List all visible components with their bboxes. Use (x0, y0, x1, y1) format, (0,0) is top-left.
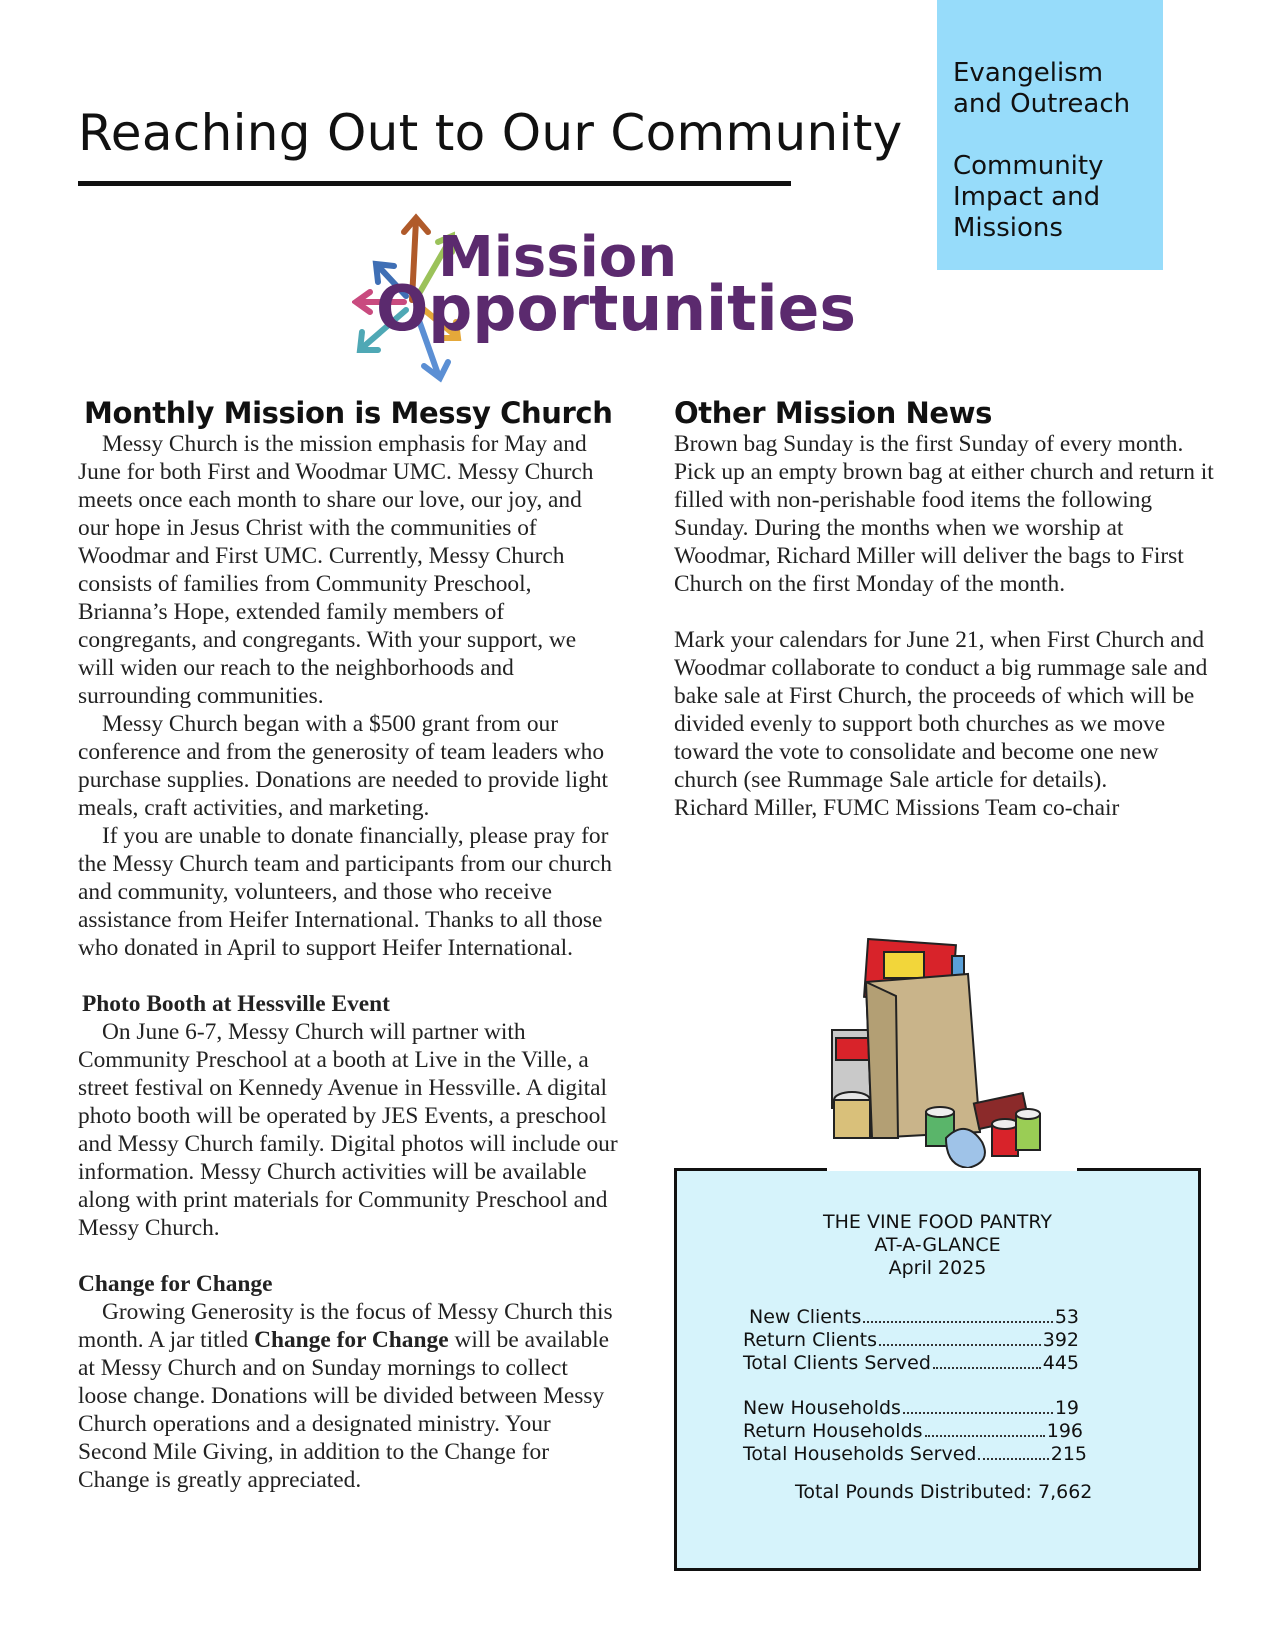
stat-row-new-clients: New Clients 53 (749, 1306, 1079, 1328)
right-column (674, 396, 1214, 822)
change-for-change-heading: Change for Change (78, 1271, 273, 1297)
stat-row-return-households: Return Households 196 (743, 1420, 1083, 1442)
messy-church-paragraph: Messy Church began with a $500 grant from our conference and from the generosity of team leaders who purchase supplies. Donations are needed to provide light meals, craft activities, and marketing. (78, 711, 609, 821)
messy-church-heading: Monthly Mission is Messy Church (84, 396, 613, 430)
total-pounds: Total Pounds Distributed: 7,662 (795, 1481, 1093, 1503)
grocery-bag-illustration (826, 938, 1046, 1170)
change-for-change-paragraph: Growing Generosity is the focus of Messy Church this month. A jar titled Change for Change will be available at Messy Church and on Sunday mornings to collect loose change. Donations will be divided between Messy Church operations and a designated ministry. Your Second Mile Giving, in addition to the Change for Change is greatly appreciated. (78, 1299, 613, 1493)
messy-church-paragraph: If you are unable to donate financially, please pray for the Messy Church team and participants from our church and community, volunteers, and those who receive assistance from Heifer International. Thanks to all those who donated in April to support Heifer International. (78, 823, 612, 961)
food-pantry-box (674, 1168, 1201, 1571)
other-mission-news-heading: Other Mission News (674, 396, 992, 430)
stat-row-total-clients: Total Clients Served 445 (743, 1352, 1079, 1374)
messy-church-paragraph: Messy Church is the mission emphasis for May and June for both First and Woodmar UMC. Messy Church meets once each month to share our love, our joy, and our hope in Jesus Christ with the communities of Woodmar and First UMC. Currently, Messy Church consists of families from Community Preschool, Brianna’s Hope, extended family members of congregants, and congregants. With your support, we will widen our reach to the neighborhoods and surrounding communities. (78, 431, 594, 709)
photo-booth-paragraph: On June 6-7, Messy Church will partner with Community Preschool at a booth at Live in the Ville, a street festival on Kennedy Avenue in Hessville. A digital photo booth will be operated by JES Events, a preschool and Messy Church family. Digital photos will include our information. Messy Church activities will be available along with print materials for Community Preschool and Messy Church. (78, 1019, 618, 1241)
left-column (78, 396, 618, 1494)
photo-booth-heading: Photo Booth at Hessville Event (82, 991, 390, 1017)
signature: Richard Miller, FUMC Missions Team co-chair (674, 795, 1120, 821)
mission-opportunities-logo (352, 212, 882, 392)
pantry-title: THE VINE FOOD PANTRY AT-A-GLANCE April 2025 (823, 1211, 1052, 1279)
logo-word-mission: Mission (438, 225, 678, 290)
section-tag-evangelism: Evangelism and Outreach (953, 58, 1131, 119)
section-tag-community: Community Impact and Missions (953, 151, 1104, 243)
brown-bag-paragraph: Brown bag Sunday is the first Sunday of every month. Pick up an empty brown bag at either church and return it filled with non-perishable food items the following Sunday. During the months when we worship at Woodmar, Richard Miller will deliver the bags to First Church on the first Monday of the month. (674, 431, 1214, 597)
page-title: Reaching Out to Our Community (78, 104, 903, 162)
stat-row-return-clients: Return Clients 392 (743, 1329, 1079, 1351)
stat-row-total-households: Total Households Served 215 (743, 1443, 1087, 1465)
stat-row-new-households: New Households 19 (743, 1397, 1079, 1419)
logo-word-opportunities: Opportunities (376, 272, 856, 345)
section-tag-box (937, 0, 1163, 270)
rummage-sale-paragraph: Mark your calendars for June 21, when First Church and Woodmar collaborate to conduct a big rummage sale and bake sale at First Church, the proceeds of which will be divided evenly to support both churches as we move toward the vote to consolidate and become one new church (see Rummage Sale article for details). (674, 627, 1208, 793)
title-underline (78, 181, 791, 186)
